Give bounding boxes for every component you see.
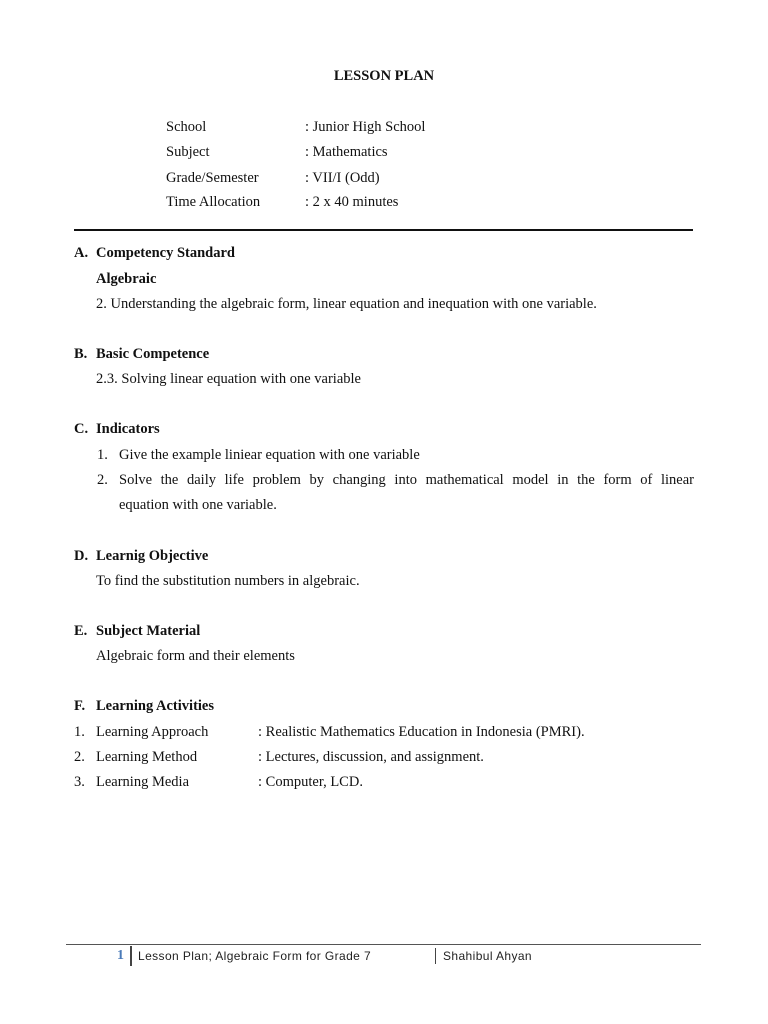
activity-1-value: : Realistic Mathematics Education in Indonesia (PMRI). <box>258 724 585 740</box>
page-number: 1 <box>117 948 124 963</box>
info-school-label: School <box>166 119 207 135</box>
section-e-heading: Subject Material <box>96 623 201 639</box>
footer-text: Lesson Plan; Algebraic Form for Grade 7 <box>138 949 372 963</box>
indicator-1-num: 1. <box>97 447 108 463</box>
section-b-text: 2.3. Solving linear equation with one variable <box>96 371 361 387</box>
info-subject-label: Subject <box>166 144 210 160</box>
activity-2-label: Learning Method <box>96 749 198 765</box>
section-b-heading: Basic Competence <box>96 346 210 362</box>
activity-1-label: Learning Approach <box>96 724 209 740</box>
section-a-text: 2. Understanding the algebraic form, linear equation and inequation with one variable. <box>96 296 597 312</box>
section-d-text: To find the substitution numbers in algebraic. <box>96 573 360 589</box>
section-c-heading: Indicators <box>96 421 160 437</box>
section-a-marker: A. <box>74 245 89 261</box>
section-d-marker: D. <box>74 548 89 564</box>
section-d-heading: Learnig Objective <box>96 548 209 564</box>
section-b-marker: B. <box>74 346 88 362</box>
info-subject-value: : Mathematics <box>305 144 388 160</box>
section-e-text: Algebraic form and their elements <box>96 648 295 664</box>
footer-separator <box>435 948 436 964</box>
info-grade-value: : VII/I (Odd) <box>305 170 380 186</box>
indicator-2-text: Solve the daily life problem by changing into mathematical model in the form of linear <box>119 472 694 488</box>
activity-3-num: 3. <box>74 774 85 790</box>
footer-bar <box>130 946 132 966</box>
activity-1-num: 1. <box>74 724 85 740</box>
activity-3-value: : Computer, LCD. <box>258 774 363 790</box>
page-title: LESSON PLAN <box>333 68 435 84</box>
section-a-heading: Competency Standard <box>96 245 235 261</box>
footer-author: Shahibul Ahyan <box>443 949 533 963</box>
info-school-value: : Junior High School <box>305 119 426 135</box>
info-grade-label: Grade/Semester <box>166 170 259 186</box>
section-c-marker: C. <box>74 421 89 437</box>
header-divider <box>74 229 693 231</box>
indicator-1-text: Give the example liniear equation with one variable <box>119 447 420 463</box>
section-a-subheading: Algebraic <box>96 271 157 287</box>
section-f-marker: F. <box>74 698 86 714</box>
activity-2-value: : Lectures, discussion, and assignment. <box>258 749 484 765</box>
activity-3-label: Learning Media <box>96 774 190 790</box>
info-time-value: : 2 x 40 minutes <box>305 194 399 210</box>
indicator-2-text-cont: equation with one variable. <box>119 497 277 513</box>
footer-divider <box>66 944 701 945</box>
section-f-heading: Learning Activities <box>96 698 215 714</box>
info-time-label: Time Allocation <box>166 194 261 210</box>
section-e-marker: E. <box>74 623 88 639</box>
activity-2-num: 2. <box>74 749 85 765</box>
indicator-2-num: 2. <box>97 472 108 488</box>
